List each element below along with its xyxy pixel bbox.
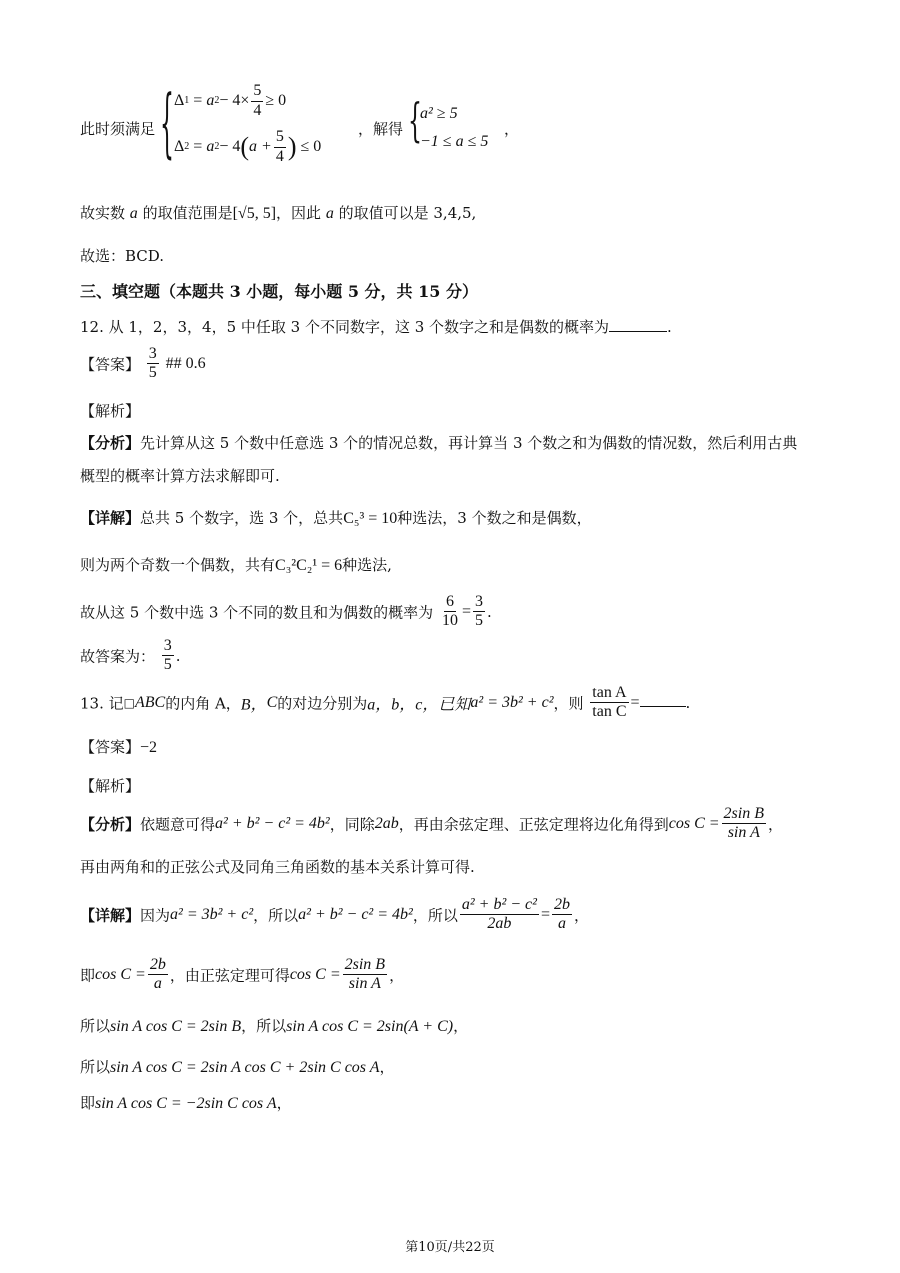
- q13-answer: 【答案】−2: [80, 738, 158, 756]
- section-heading: 三、填空题（本题共 3 小题，每小题 5 分，共 15 分）: [80, 282, 478, 301]
- q12-fenxi-cont: 概型的概率计算方法求解即可.: [80, 467, 280, 485]
- q12-detail-3: 故从这 5 个数中选 3 个不同的数且和为偶数的概率为 $\frac{6}{10}$ = $\frac{3}{5}$ .: [80, 593, 492, 630]
- q12-fenxi: 【分析】先计算从这 5 个数中任意选 3 个的情况总数，再计算当 3 个数之和为偶数的情况数，然后利用古典: [80, 434, 798, 452]
- q12-detail-2: 则为两个奇数一个偶数，共有C₃²C₂¹ = 6种选法,: [80, 556, 392, 574]
- q12-detail-4: 故答案为： $\frac{3}{5}$ .: [80, 637, 181, 674]
- q13-detail-4: 所以sin A cos C = 2sin A cos C + 2sin C cos A，: [80, 1058, 395, 1076]
- q13-detail-1: 【详解】因为a² = 3b² + c²，所以a² + b² − c² = 4b²，所以 $\frac{\text{a² + b² − c²}}{2ab}$ = $\frac{2b}{a}$ ，: [80, 896, 589, 933]
- prev-choice: 故选：BCD.: [80, 247, 165, 265]
- condition-system: { Δ 1 = a 2 − 4× $\frac{5}{4}$ ≥ 0 Δ 2 = a 2 − 4 ( a + $\frac{5}{4}$ ) ≤ 0: [160, 78, 321, 170]
- q13-detail-5: 即sin A cos C = −2sin C cos A，: [80, 1094, 292, 1112]
- q12-analysis-label: 【解析】: [80, 402, 141, 420]
- range-line: 故实数 a 的取值范围是[√5, 5]，因此 a 的取值可以是 3,4,5,: [80, 204, 477, 222]
- q13-fenxi-cont: 再由两角和的正弦公式及同角三角函数的基本关系计算可得.: [80, 858, 475, 876]
- delta1-line: Δ 1 = a 2 − 4× $\frac{5}{4}$ ≥ 0: [174, 82, 287, 119]
- q13-detail-2: 即cos C = $\frac{2b}{a}$ ，由正弦定理可得cos C = $\frac{\text{2sin B}}{\text{sin A}}$ ，: [80, 956, 405, 993]
- q12-detail-1: 【详解】总共 5 个数字，选 3 个，总共C₅³ = 10种选法，3 个数之和是偶数，: [80, 509, 592, 527]
- q13-analysis-label: 【解析】: [80, 777, 141, 795]
- q13-stem: 13. 记□ABC的内角 A，B，C的对边分别为a，b，c，已知a² = 3b² + c²，则 $\frac{\text{tan A}}{\text{tan C}}$ = .: [80, 684, 691, 721]
- q13-detail-3: 所以sin A cos C = 2sin B，所以sin A cos C = 2sin(A + C)，: [80, 1017, 469, 1035]
- page-number: 第10页/共22页: [405, 1240, 495, 1255]
- solve-label: ，解得: [358, 120, 404, 138]
- solution-system: { a² ≥ 5 −1 ≤ a ≤ 5: [408, 96, 489, 150]
- q13-fenxi: 【分析】依题意可得a² + b² − c² = 4b²，同除2ab，再由余弦定理、正弦定理将边化角得到cos C = $\frac{\text{2sin B}}{\text{sin A}}$ ，: [80, 805, 784, 842]
- q12-answer: 【答案】 $\frac{3}{5}$ ## 0.6: [80, 345, 206, 382]
- condition-intro: 此时须满足: [80, 120, 156, 138]
- q12-stem: 12. 从 1，2，3，4，5 中任取 3 个不同数字，这 3 个数字之和是偶数的概率为 .: [80, 318, 672, 336]
- delta2-line: Δ 2 = a 2 − 4 ( a + $\frac{5}{4}$ ) ≤ 0: [174, 128, 322, 165]
